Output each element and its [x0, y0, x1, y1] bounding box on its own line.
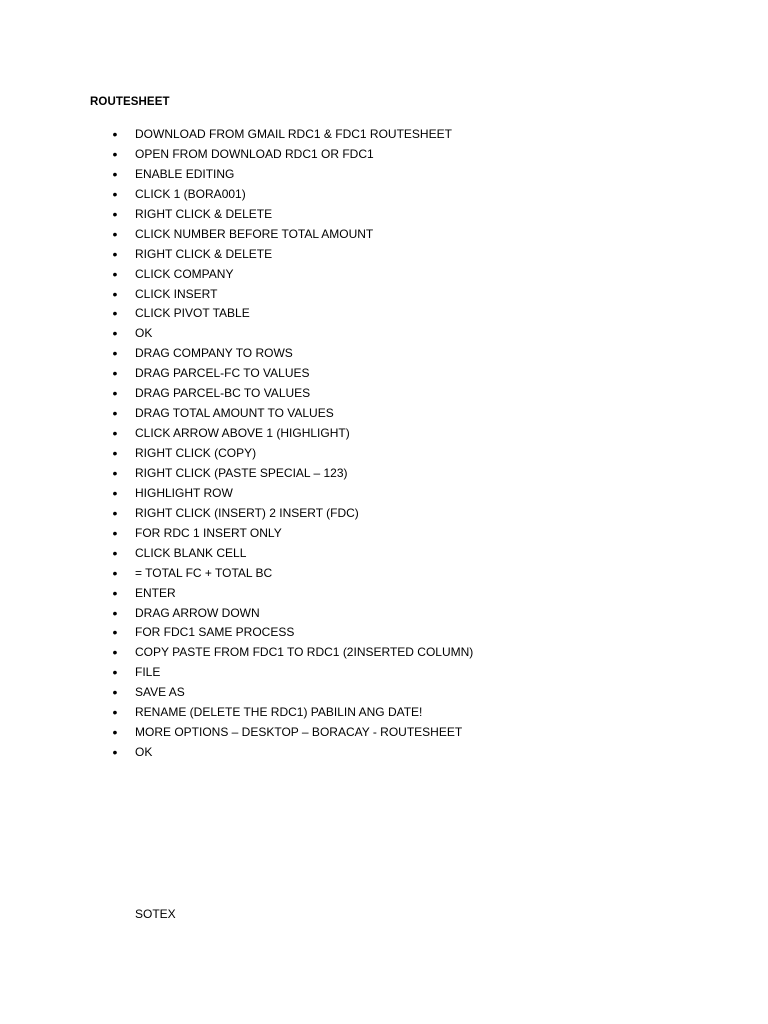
bullet-icon: • — [112, 405, 118, 422]
bullet-icon: • — [112, 584, 118, 601]
step-text: DRAG COMPANY TO ROWS — [135, 346, 293, 361]
bullet-icon: • — [112, 425, 118, 442]
step-text: HIGHLIGHT ROW — [135, 485, 233, 500]
bullet-icon: • — [112, 205, 118, 222]
bullet-icon: • — [112, 724, 118, 741]
bullet-icon: • — [112, 245, 118, 262]
step-text: FOR RDC 1 INSERT ONLY — [135, 525, 282, 540]
step-text: FILE — [135, 665, 161, 680]
step-text: RIGHT CLICK & DELETE — [135, 246, 273, 261]
bullet-icon: • — [112, 325, 118, 342]
bullet-icon: • — [112, 225, 118, 242]
step-text: DRAG PARCEL-BC TO VALUES — [135, 386, 311, 401]
step-text: RENAME (DELETE THE RDC1) PABILIN ANG DATE! — [135, 705, 423, 720]
step-text: DRAG ARROW DOWN — [135, 605, 260, 620]
bullet-icon: • — [112, 305, 118, 322]
step-text: CLICK 1 (BORA001) — [135, 186, 246, 201]
bullet-icon: • — [112, 644, 118, 661]
step-text: COPY PASTE FROM FDC1 TO RDC1 (2INSERTED COLUMN) — [135, 645, 474, 660]
document-title: ROUTESHEET — [90, 96, 170, 108]
step-text: CLICK NUMBER BEFORE TOTAL AMOUNT — [135, 226, 374, 241]
step-text: FOR FDC1 SAME PROCESS — [135, 625, 295, 640]
bullet-icon: • — [112, 445, 118, 461]
step-text: DRAG TOTAL AMOUNT TO VALUES — [135, 406, 334, 421]
step-text: OK — [135, 326, 153, 341]
step-text: MORE OPTIONS – DESKTOP – BORACAY - ROUTESHEET — [135, 725, 463, 740]
bullet-icon: • — [112, 265, 118, 282]
step-text: CLICK PIVOT TABLE — [135, 306, 250, 321]
bullet-icon: • — [112, 744, 118, 761]
step-text: RIGHT CLICK & DELETE — [135, 206, 273, 221]
bullet-icon: • — [112, 544, 118, 561]
step-text: SAVE AS — [135, 685, 185, 700]
step-text: ENTER — [135, 585, 176, 600]
bullet-icon: • — [112, 126, 118, 142]
bullet-icon: • — [112, 664, 118, 681]
bullet-icon: • — [112, 365, 118, 382]
step-text: CLICK BLANK CELL — [135, 545, 247, 560]
step-text: DRAG PARCEL-FC TO VALUES — [135, 366, 310, 381]
step-text: = TOTAL FC + TOTAL BC — [135, 565, 273, 580]
bullet-icon: • — [112, 484, 118, 501]
bullet-icon: • — [112, 684, 118, 701]
step-text: OPEN FROM DOWNLOAD RDC1 OR FDC1 — [135, 146, 374, 161]
step-text: RIGHT CLICK (INSERT) 2 INSERT (FDC) — [135, 505, 359, 520]
bullet-icon: • — [112, 165, 118, 182]
bullet-icon: • — [112, 504, 118, 521]
step-text: OK — [135, 745, 153, 760]
bullet-icon: • — [112, 185, 118, 202]
bullet-icon: • — [112, 604, 118, 621]
bullet-icon: • — [112, 524, 118, 541]
step-text: RIGHT CLICK (COPY) — [135, 446, 257, 460]
bullet-icon: • — [112, 345, 118, 362]
bullet-icon: • — [112, 464, 118, 481]
step-text: ENABLE EDITING — [135, 166, 235, 181]
bullet-icon: • — [112, 704, 118, 721]
step-text: DOWNLOAD FROM GMAIL RDC1 & FDC1 ROUTESHEET — [135, 127, 452, 141]
step-text: RIGHT CLICK (PASTE SPECIAL – 123) — [135, 465, 348, 480]
step-text: CLICK COMPANY — [135, 266, 234, 281]
footer-note: SOTEX — [135, 907, 176, 921]
bullet-icon: • — [112, 385, 118, 402]
bullet-icon: • — [112, 624, 118, 641]
step-text: CLICK ARROW ABOVE 1 (HIGHLIGHT) — [135, 426, 350, 441]
step-text: CLICK INSERT — [135, 286, 218, 301]
bullet-icon: • — [112, 285, 118, 302]
bullet-icon: • — [112, 564, 118, 581]
bullet-icon: • — [112, 145, 118, 162]
